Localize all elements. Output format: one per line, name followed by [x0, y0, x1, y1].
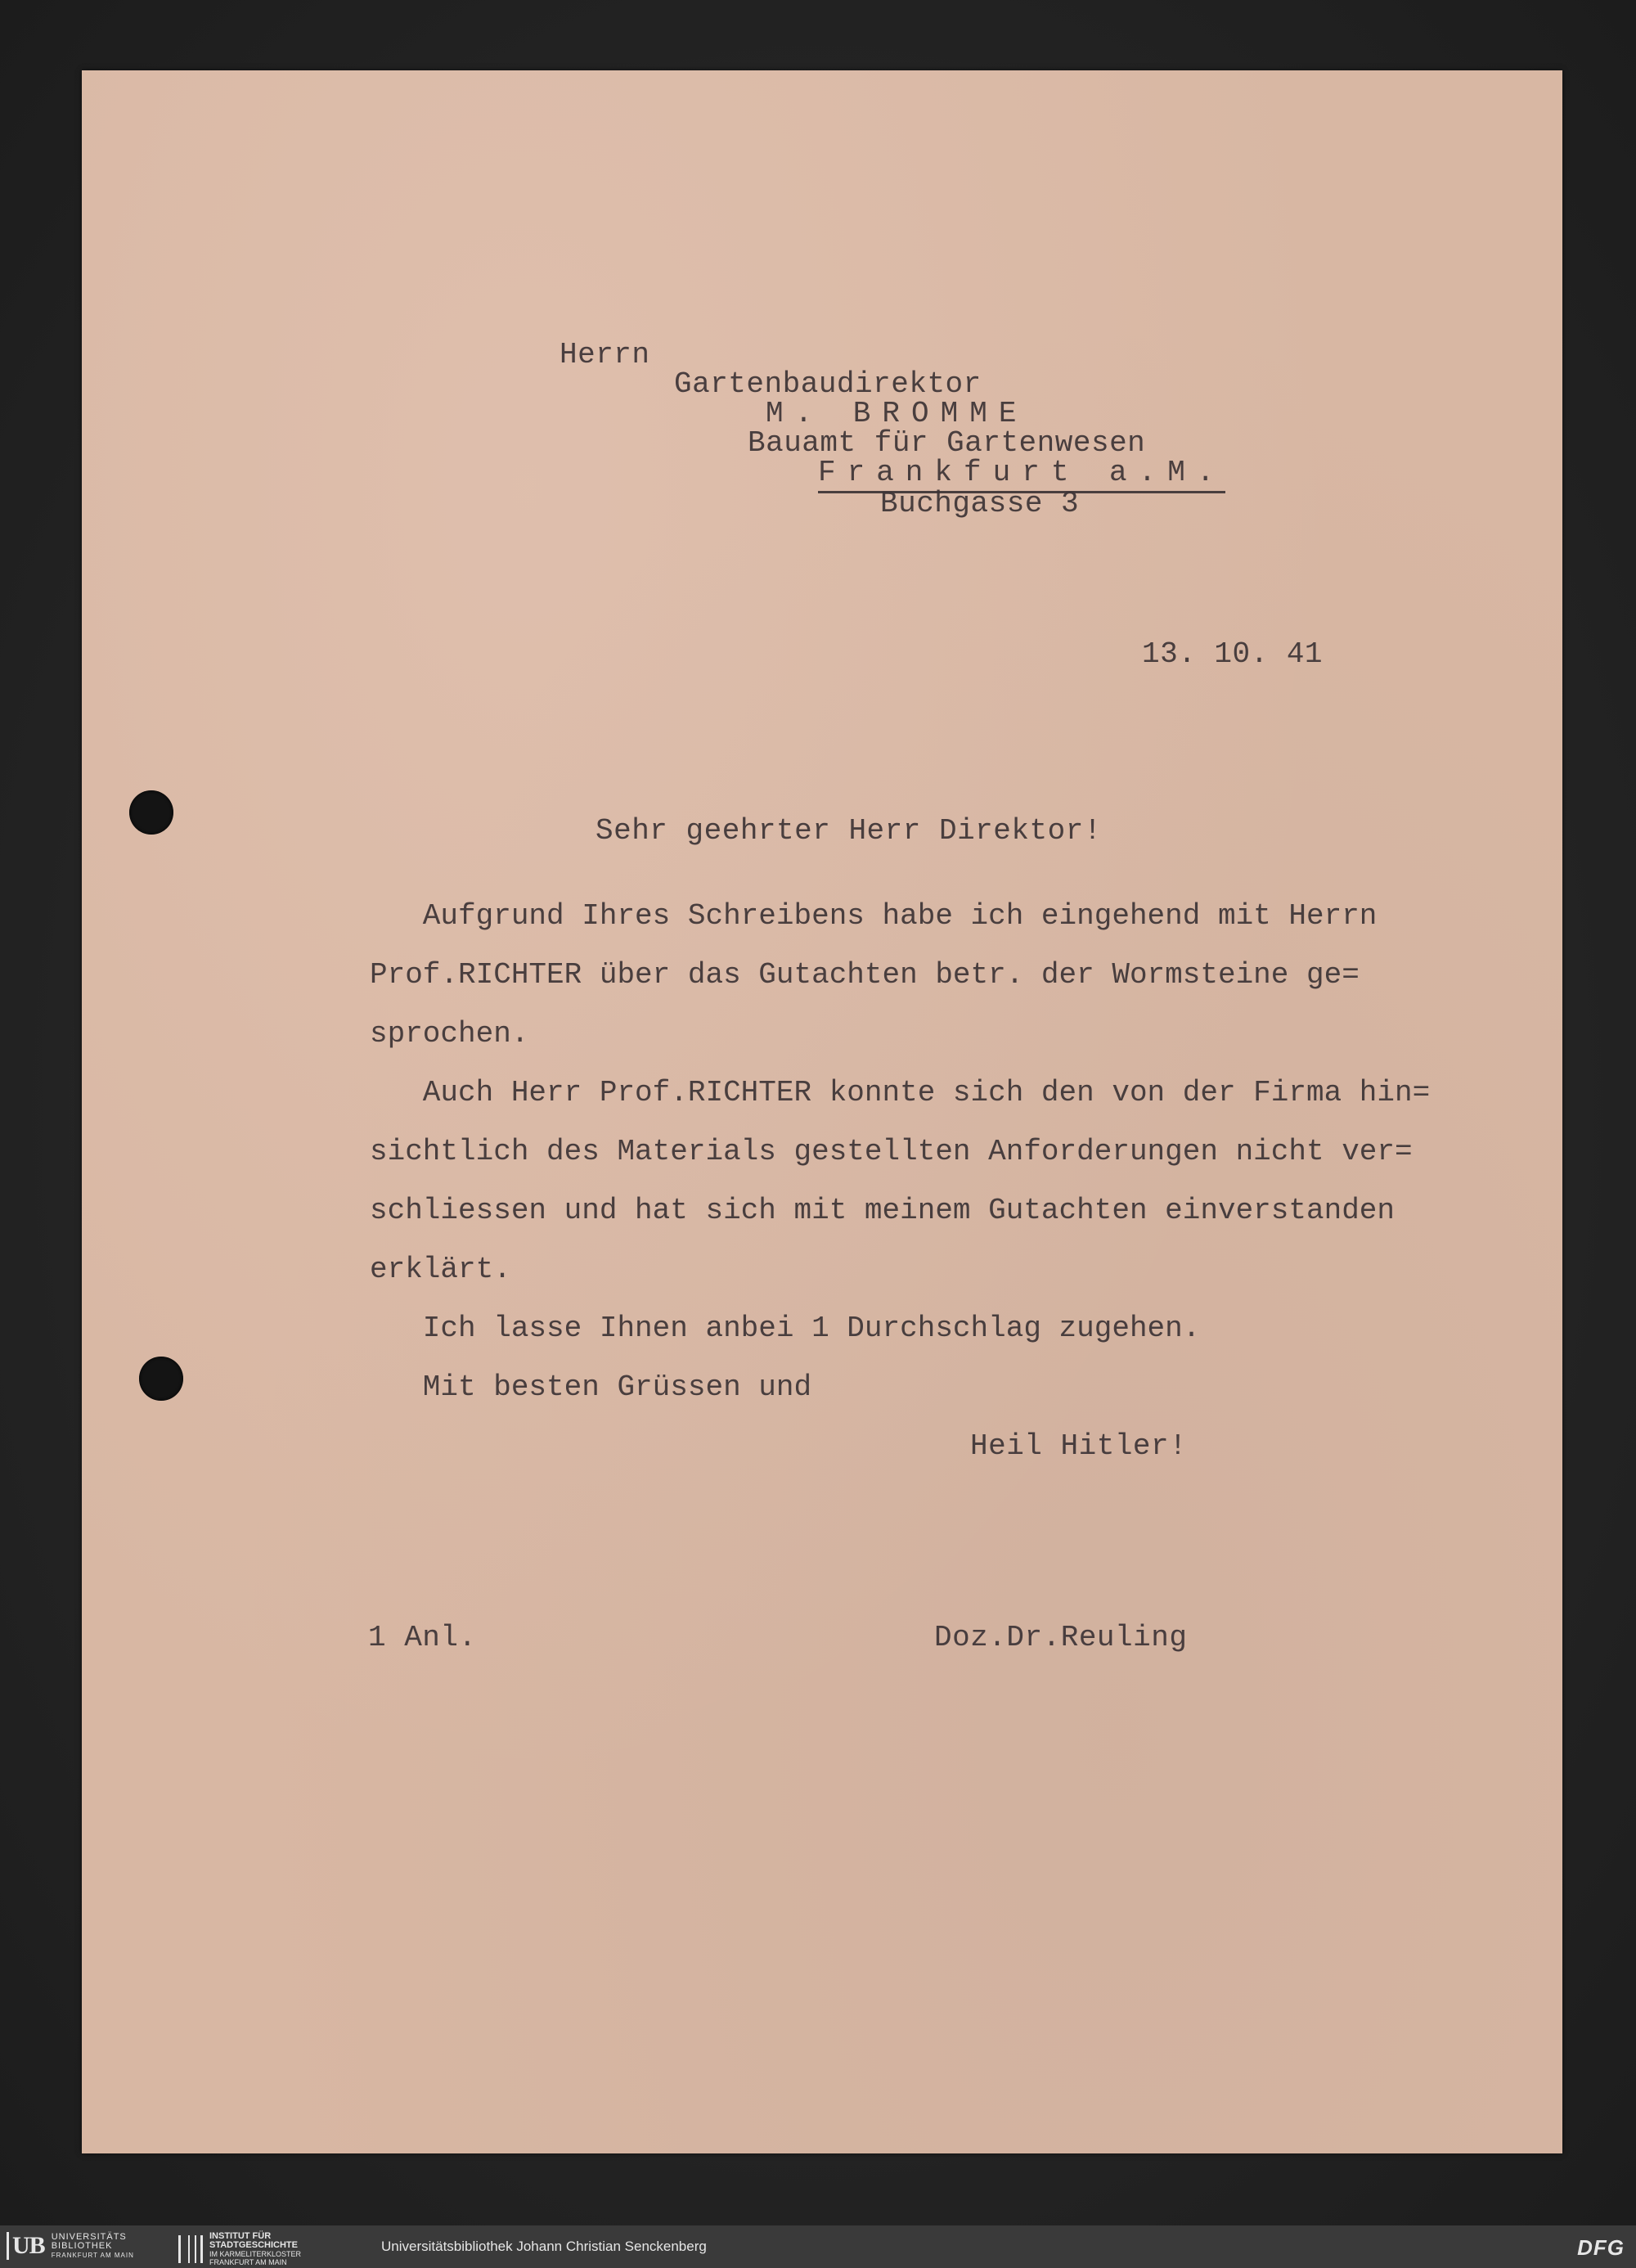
footer-caption: Universitätsbibliothek Johann Christian Senckenberg — [381, 2239, 707, 2254]
dfg-logo: DFG — [1577, 2235, 1625, 2260]
ifs-logo-line: INSTITUT FÜR — [209, 2231, 272, 2241]
ifs-logo-line: FRANKFURT AM MAIN — [209, 2258, 287, 2266]
body-line: schliessen und hat sich mit meinem Gutachten einverstanden — [370, 1194, 1396, 1227]
letter-greeting: Sehr geehrter Herr Direktor! — [596, 814, 1102, 848]
ub-logo-mark: UB — [7, 2232, 45, 2260]
ifs-logo-line: STADTGESCHICHTE — [209, 2240, 298, 2250]
body-line: Auch Herr Prof.RICHTER konnte sich den von der Firma hin= — [370, 1076, 1431, 1109]
body-line: Mit besten Grüssen und — [370, 1370, 812, 1404]
body-line: sichtlich des Materials gestellten Anforderungen nicht ver= — [370, 1135, 1413, 1168]
body-line: Aufgrund Ihres Schreibens habe ich eingehend mit Herrn — [370, 899, 1378, 933]
ifs-logo-mark — [178, 2235, 203, 2263]
ifs-logo-line: IM KARMELITERKLOSTER — [209, 2250, 302, 2258]
letter-page — [82, 70, 1562, 2153]
address-city: Frankfurt a.M. — [818, 457, 1225, 493]
address-title: Gartenbaudirektor — [674, 367, 982, 401]
signature-name: Doz.Dr.Reuling — [934, 1621, 1188, 1654]
body-line: Prof.RICHTER über das Gutachten betr. der Wormsteine ge= — [370, 958, 1360, 992]
address-street: Buchgasse 3 — [880, 487, 1080, 520]
letter-date: 13. 10. 41 — [1142, 637, 1324, 671]
enclosure-note: 1 Anl. — [368, 1621, 477, 1654]
address-office: Bauamt für Gartenwesen — [748, 426, 1146, 460]
address-name: M. BROMME — [766, 397, 1028, 430]
body-line: erklärt. — [370, 1253, 511, 1286]
ub-logo-line: FRANKFURT AM MAIN — [51, 2251, 134, 2259]
body-line: Ich lasse Ihnen anbei 1 Durchschlag zugehen. — [370, 1312, 1201, 1345]
punch-hole-bottom — [139, 1357, 183, 1401]
address-salutation: Herrn — [560, 338, 650, 371]
ifs-logo-text — [209, 2232, 301, 2266]
letter-closing: Heil Hitler! — [970, 1429, 1188, 1463]
ub-logo-line: UNIVERSITÄTS — [51, 2231, 127, 2242]
ifs-logo — [178, 2232, 301, 2266]
footer-bar — [0, 2225, 1636, 2268]
punch-hole-top — [129, 790, 173, 835]
ub-logo-text — [52, 2233, 134, 2260]
ub-logo-line: BIBLIOTHEK — [51, 2240, 113, 2251]
ub-logo — [7, 2232, 134, 2260]
body-line: sprochen. — [370, 1017, 529, 1051]
